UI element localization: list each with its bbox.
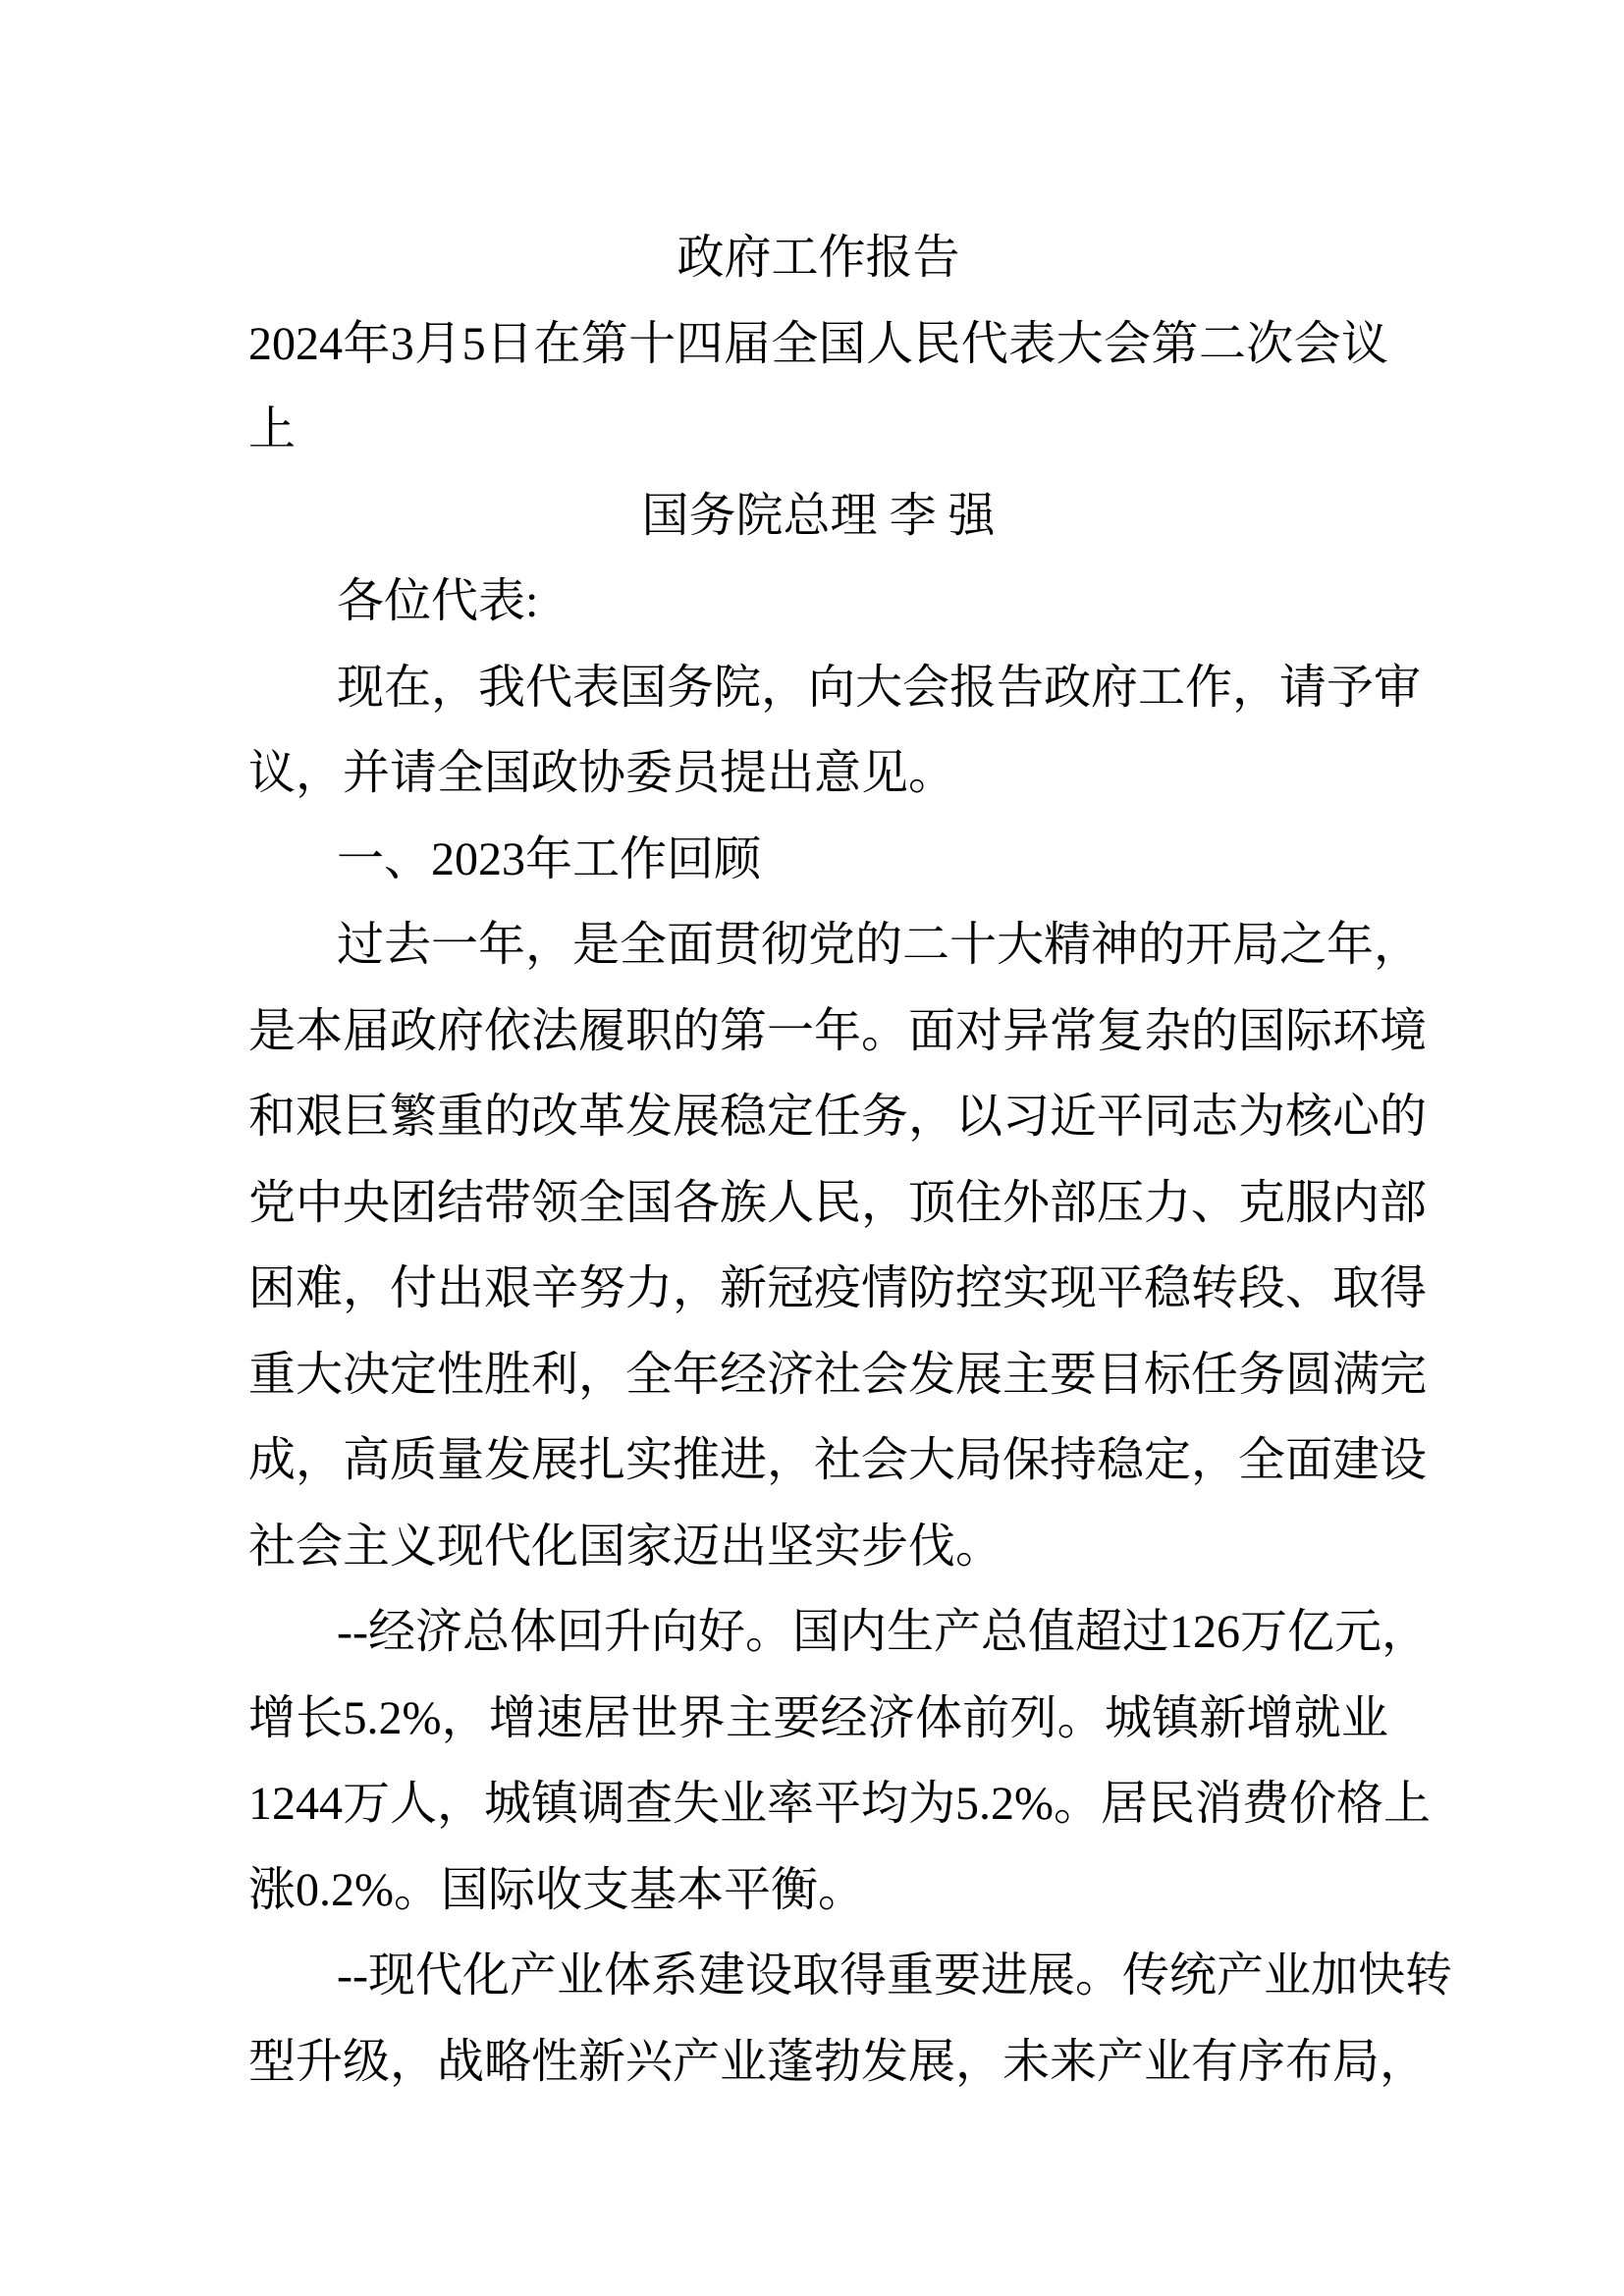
paragraph-line: 议，并请全国政协委员提出意见。	[248, 747, 956, 799]
salutation: 各位代表:	[337, 575, 539, 627]
paragraph-line: 1244万人，城镇调查失业率平均为5.2%。居民消费价格上	[248, 1778, 1431, 1830]
paragraph-line: 困难，付出艰辛努力，新冠疫情防控实现平稳转段、取得	[248, 1262, 1428, 1314]
paragraph-line: 涨0.2%。国际收支基本平衡。	[248, 1863, 865, 1916]
subtitle-line: 上	[248, 403, 297, 455]
paragraph-line: 型升级，战略性新兴产业蓬勃发展，未来产业有序布局，	[248, 2035, 1428, 2088]
subtitle-line: 2024年3月5日在第十四届全国人民代表大会第二次会议	[248, 317, 1388, 370]
paragraph	[248, 1933, 1452, 2105]
paragraph-line: --现代化产业体系建设取得重要进展。传统产业加快转	[337, 1949, 1452, 2002]
paragraph-line: 社会主义现代化国家迈出坚实步伐。	[248, 1520, 1003, 1573]
document-title: 政府工作报告	[677, 232, 960, 284]
paragraph-line: 重大决定性胜利，全年经济社会发展主要目标任务圆满完	[248, 1348, 1428, 1401]
paragraph-line: 成，高质量发展扎实推进，社会大局保持稳定，全面建设	[248, 1434, 1428, 1486]
paragraph-line: 一、2023年工作回顾	[337, 832, 762, 885]
paragraph-line: 是本届政府依法履职的第一年。面对异常复杂的国际环境	[248, 1004, 1428, 1057]
paragraph-line: 过去一年，是全面贯彻党的二十大精神的开局之年，	[337, 919, 1422, 971]
paragraph-line: 党中央团结带领全国各族人民，顶住外部压力、克服内部	[248, 1176, 1428, 1229]
paragraph-line: 和艰巨繁重的改革发展稳定任务，以习近平同志为核心的	[248, 1091, 1428, 1143]
paragraph-line: 现在，我代表国务院，向大会报告政府工作，请予审	[337, 661, 1422, 714]
paragraph	[248, 902, 1428, 1589]
paragraph	[248, 645, 1422, 817]
paragraph	[248, 1589, 1431, 1933]
document-page	[248, 215, 1452, 2105]
paragraph-line: --经济总体回升向好。国内生产总值超过126万亿元，	[337, 1606, 1429, 1658]
body-paragraphs	[248, 645, 1452, 2106]
paragraph	[248, 817, 1388, 903]
speaker: 国务院总理 李 强	[641, 489, 996, 542]
paragraph-line: 增长5.2%，增速居世界主要经济体前列。城镇新增就业	[248, 1691, 1388, 1744]
